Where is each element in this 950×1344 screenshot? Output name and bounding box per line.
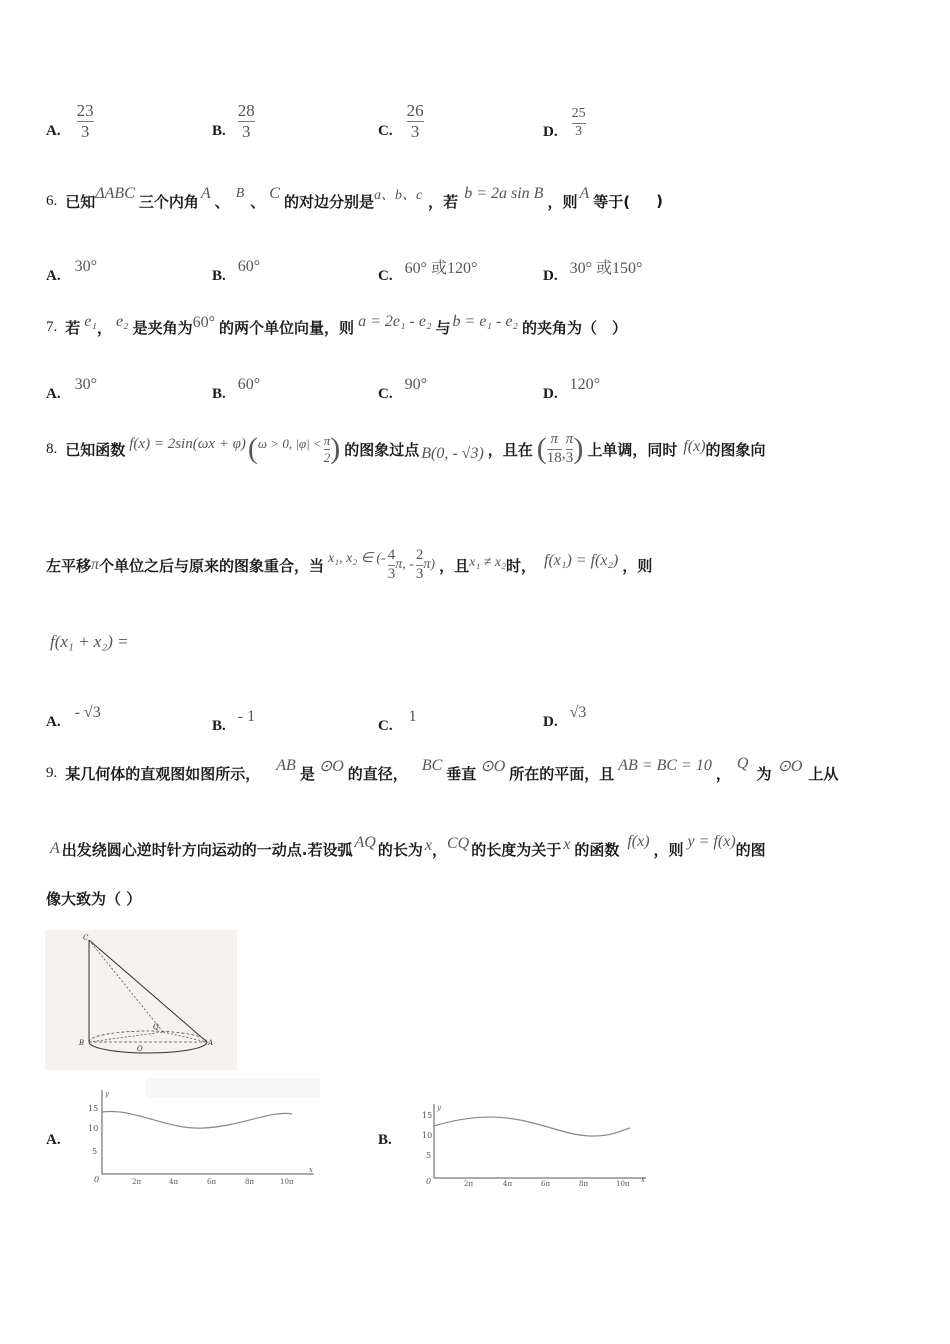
text: 的长为: [377, 840, 423, 859]
text: 的直径，: [347, 764, 408, 783]
q9-option-a[interactable]: [46, 1132, 61, 1149]
option-label: A.: [46, 714, 61, 730]
x-tick-2pi: 2π: [464, 1180, 474, 1188]
comma: ,: [561, 445, 566, 462]
q6-stem: [46, 186, 663, 216]
y-tick-10: 10: [88, 1124, 99, 1133]
denominator: 3: [387, 565, 396, 582]
math: f(x) = 2sin(ωx + φ): [129, 435, 246, 452]
option-value: - 1: [237, 707, 256, 725]
math: B: [235, 186, 245, 201]
text: ，: [715, 764, 731, 783]
option-label: A.: [46, 386, 61, 402]
x-tick-6pi: 6π: [541, 1180, 551, 1188]
numerator: 28: [237, 101, 255, 120]
text: 若: [65, 318, 81, 337]
paren-close: ): [330, 432, 341, 465]
option-label: A.: [46, 122, 61, 139]
text: 的图象过点: [344, 440, 420, 459]
option-label: B.: [212, 386, 226, 402]
math: A: [50, 840, 60, 857]
text: 的长度为关于: [471, 840, 562, 859]
text: 三个内角: [138, 192, 199, 211]
numerator: π: [550, 430, 559, 447]
math: x₁, x₂ ∈ (-: [328, 550, 386, 566]
x-tick-4pi: 4π: [503, 1180, 513, 1188]
y-tick-5: 5: [426, 1151, 432, 1160]
q7-option-b[interactable]: [212, 366, 260, 403]
question-number: 8.: [46, 440, 58, 457]
question-number: 7.: [46, 318, 58, 335]
math: CQ: [446, 835, 470, 852]
text: 是夹角为: [132, 318, 193, 337]
math: BC: [421, 757, 443, 774]
text: 的夹角为（ ）: [521, 318, 627, 337]
x-tick-10pi: 10π: [616, 1180, 630, 1188]
q8-option-c[interactable]: [378, 698, 417, 735]
curve-a: [102, 1112, 292, 1129]
math: ΔABC: [95, 185, 135, 202]
option-label: D.: [543, 714, 558, 730]
fraction: [416, 548, 424, 583]
q8-stem-line3: [50, 632, 129, 652]
graph-a[interactable]: [76, 1078, 320, 1196]
text: 等于(: [593, 192, 631, 211]
text: 为: [756, 764, 772, 783]
denominator: 3: [575, 124, 583, 139]
option-value: 30°: [74, 257, 97, 275]
origin-label: 0: [94, 1175, 100, 1184]
denominator: 3: [80, 121, 90, 141]
q8-option-b[interactable]: [212, 698, 255, 735]
text: 、: [250, 192, 266, 211]
math: f(x₁ + x₂) =: [50, 632, 129, 651]
label-O: O: [137, 1045, 143, 1053]
math: y = f(x): [687, 833, 736, 850]
numerator: π: [565, 430, 574, 447]
q7-option-d[interactable]: [543, 366, 600, 403]
q5-option-b[interactable]: [212, 102, 255, 141]
q9-option-b[interactable]: [378, 1132, 392, 1149]
math: f(x): [627, 833, 650, 850]
option-label: D.: [543, 124, 558, 140]
option-value: 90°: [404, 375, 427, 393]
text: ，则: [622, 556, 653, 575]
text: 时，: [505, 556, 536, 575]
option-label: B.: [212, 268, 226, 284]
option-label: A.: [46, 268, 61, 284]
fraction: [388, 548, 396, 583]
x-tick-8pi: 8π: [245, 1178, 255, 1186]
y-tick-10: 10: [422, 1131, 433, 1140]
question-number: 9.: [46, 764, 58, 781]
denominator: 3: [410, 121, 420, 141]
text: 出发绕圆心逆时针方向运动的一动点.若设弧: [61, 840, 353, 859]
fraction: [572, 107, 586, 139]
text: 的图象向: [705, 440, 766, 459]
text: 的对边分别是: [283, 192, 374, 211]
math: C: [269, 185, 280, 202]
y-axis-label: y: [437, 1104, 441, 1112]
math: B(0, - √3): [421, 445, 484, 462]
denominator: 3: [415, 565, 424, 582]
math: π: [91, 556, 100, 573]
text: 所在的平面，且: [509, 764, 615, 783]
numerator: 26: [406, 101, 424, 120]
math: a、b、c: [373, 188, 423, 203]
math: b = 2a sin B: [464, 185, 544, 202]
option-label: C.: [378, 386, 393, 402]
q6-option-a[interactable]: [46, 248, 97, 285]
numerator: 4: [387, 546, 396, 563]
option-label: A.: [46, 1132, 61, 1148]
text: 是: [299, 764, 315, 783]
text: 、: [214, 192, 230, 211]
math: ⊙O: [777, 758, 803, 775]
q6-option-d[interactable]: [543, 248, 642, 285]
math: AQ: [354, 834, 376, 851]
numerator: 25: [571, 106, 586, 122]
q6-option-c[interactable]: [378, 248, 477, 285]
x-tick-6pi: 6π: [207, 1178, 217, 1186]
curve-b: [434, 1117, 630, 1136]
text: 已知函数: [65, 440, 126, 459]
x-axis-label: x: [309, 1166, 313, 1174]
q7-option-a[interactable]: [46, 366, 97, 403]
q6-option-b[interactable]: [212, 248, 260, 285]
q8-stem-line1: [46, 424, 766, 474]
q5-option-c[interactable]: [378, 102, 424, 141]
option-value: 120°: [569, 375, 600, 393]
text: 左平移: [46, 556, 92, 575]
x-tick-2pi: 2π: [132, 1178, 142, 1186]
fraction: [238, 102, 255, 141]
denominator: 3: [565, 449, 574, 466]
origin-label: 0: [426, 1177, 432, 1186]
denominator: 3: [242, 121, 251, 141]
math: A: [579, 185, 590, 202]
text: ，若: [428, 192, 459, 211]
scan-shade: [146, 1078, 320, 1098]
label-C: C: [83, 934, 89, 942]
graph-b[interactable]: [410, 1100, 650, 1188]
option-value: 60° 或120°: [404, 260, 478, 277]
math: b = e₁ - e₂: [452, 313, 518, 330]
option-label: C.: [378, 268, 393, 284]
math: AB = BC = 10: [618, 757, 712, 774]
text: ，且: [439, 556, 470, 575]
text: ，且在: [487, 440, 533, 459]
y-tick-15: 15: [88, 1104, 99, 1113]
option-label: B.: [212, 122, 226, 139]
fraction: [547, 432, 562, 467]
fraction: [566, 432, 574, 467]
denominator: 2: [323, 449, 331, 465]
math: a = 2e₁ - e₂: [358, 313, 432, 330]
math: π, -: [395, 557, 414, 572]
option-value: 60°: [237, 257, 261, 275]
math: e₁: [84, 313, 97, 330]
text: 个单位之后与原来的图象重合，当: [99, 556, 325, 575]
math: f(x): [683, 438, 706, 455]
math: ⊙O: [480, 758, 506, 775]
q8-option-a[interactable]: [46, 694, 101, 731]
option-value: 1: [408, 707, 417, 725]
text: ，: [431, 840, 447, 859]
numerator: π: [323, 432, 331, 448]
label-B: B: [79, 1039, 85, 1047]
math: AB: [276, 757, 296, 774]
option-value: 30° 或150°: [569, 260, 643, 277]
option-label: B.: [212, 718, 226, 734]
text: ，: [96, 318, 112, 337]
text: 上从: [808, 764, 839, 783]
option-label: C.: [378, 718, 393, 734]
y-tick-15: 15: [422, 1111, 433, 1120]
text: 垂直: [446, 764, 477, 783]
q9-stem-line3: [46, 888, 141, 909]
q7-option-c[interactable]: [378, 366, 427, 403]
q5-option-a[interactable]: [46, 102, 94, 141]
question-number: 6.: [46, 192, 58, 209]
math: e₂: [115, 313, 129, 330]
math: x: [563, 836, 571, 853]
y-axis-label: y: [105, 1090, 109, 1098]
q8-option-d[interactable]: [543, 694, 586, 731]
q5-option-d[interactable]: [543, 106, 586, 141]
paren-open: (: [536, 432, 547, 465]
option-value: - √3: [74, 703, 101, 721]
option-label: C.: [378, 122, 393, 139]
text: 像大致为（ ）: [46, 890, 142, 908]
x-tick-10pi: 10π: [280, 1178, 294, 1186]
math: A: [200, 185, 211, 202]
math: ⊙O: [318, 758, 344, 775]
math: ω > 0, |φ| <: [257, 436, 322, 451]
math: x: [424, 837, 432, 854]
paren-close: ): [573, 432, 584, 465]
math: π): [423, 557, 436, 572]
q9-stem-line1: [46, 755, 839, 788]
fraction: [407, 102, 424, 141]
y-tick-5: 5: [92, 1147, 98, 1156]
x-tick-8pi: 8π: [579, 1180, 589, 1188]
numerator: 23: [76, 101, 94, 120]
math: x₁ ≠ x₂: [469, 555, 506, 570]
text: ，则: [547, 192, 578, 211]
q8-stem-line2: [46, 540, 652, 590]
text: 与: [435, 318, 451, 337]
math: f(x₁) = f(x₂): [544, 552, 619, 569]
label-Q: Q: [153, 1023, 159, 1031]
fraction: [77, 102, 94, 141]
x-tick-4pi: 4π: [169, 1178, 179, 1186]
text: ，则: [653, 840, 684, 859]
numerator: 2: [415, 546, 424, 563]
option-label: D.: [543, 268, 558, 284]
option-value: 60°: [237, 375, 261, 393]
text: 的函数: [574, 840, 620, 859]
option-value: √3: [569, 703, 587, 721]
math: 60°: [192, 314, 216, 331]
text: 某几何体的直观图如图所示，: [65, 764, 261, 783]
paren-open: (: [247, 432, 258, 465]
x-axis-label: x: [641, 1176, 645, 1184]
text: 的图: [735, 840, 766, 859]
label-A: A: [208, 1039, 214, 1047]
text: 已知: [65, 192, 96, 211]
math: Q: [736, 755, 749, 772]
text: 上单调，同时: [587, 440, 678, 459]
option-label: B.: [378, 1132, 392, 1148]
geometry-figure: [45, 930, 237, 1070]
q9-stem-line2: [46, 832, 766, 866]
text: 的两个单位向量，则: [219, 318, 355, 337]
text: ): [656, 192, 663, 210]
q7-stem: [46, 312, 627, 342]
option-value: 30°: [74, 375, 97, 393]
option-label: D.: [543, 386, 558, 402]
denominator: 18: [546, 449, 562, 466]
